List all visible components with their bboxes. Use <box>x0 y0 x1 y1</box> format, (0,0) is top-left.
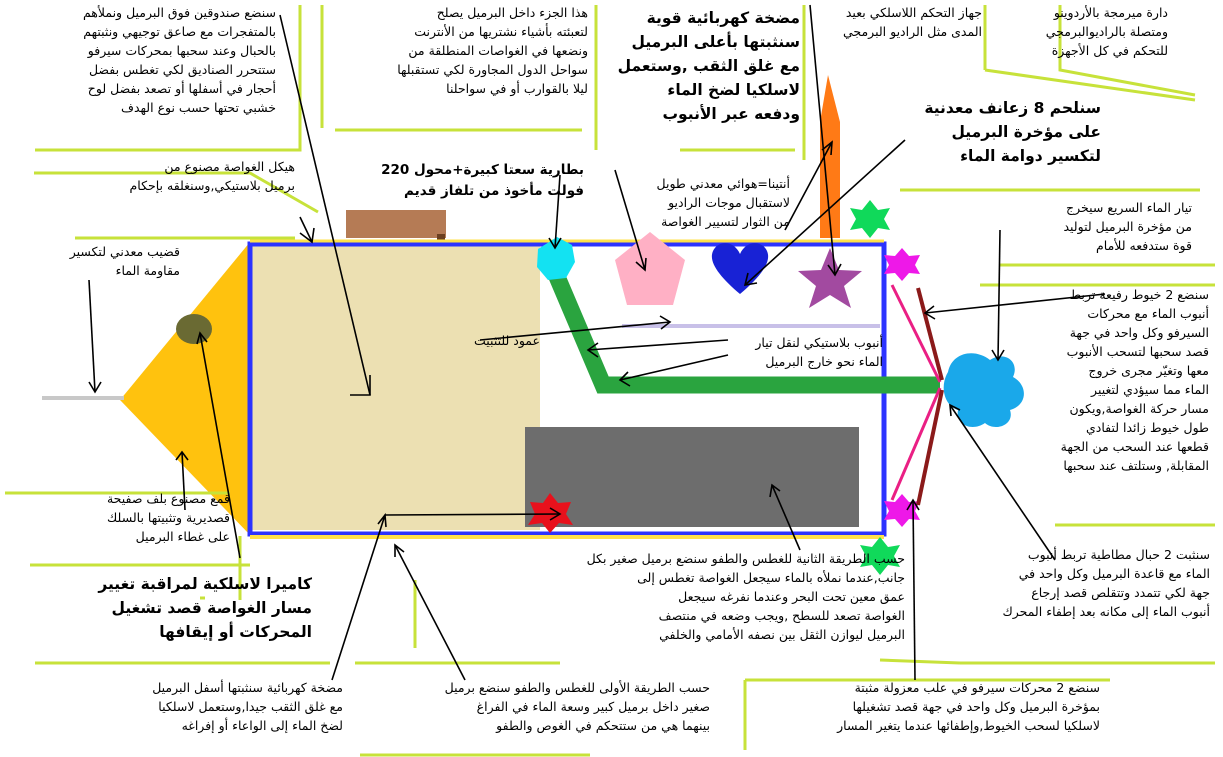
heart-icon <box>712 243 768 294</box>
label-fins: سنلحم 8 زعانف معدنية على مؤخرة البرميل لتكسير دوامة الماء <box>924 99 1101 165</box>
label-rod: قضيب معدني لتكسير مقاومة الماء <box>69 244 180 278</box>
tail-string-bottom <box>892 388 940 500</box>
label-method2: حسب الطريقة الثانية للغطس والطفو سنضع برميل صغير بكل جانب,عندما نملأه بالماء سيجعل الغواصة تغطس إلى عمق معين تحت البحر وعندما نفرغه سيجعل الغواصة تصعد للسطح ,ويجب وضعه في منتصف البرميل ليوازن الثقل بين نصفه الأمامي والخلفي <box>586 551 905 642</box>
label-remote: جهاز التحكم اللاسلكي بعيد المدى مثل الراديو البرمجي <box>843 5 982 39</box>
star-green-top <box>850 200 890 238</box>
label-ropes: سنثبت 2 حبال مطاطية تربط أنبوب الماء مع قاعدة البرميل وكل واحد في جهة لكي تتمدد وتتقلص قصد إرجاع أنبوب الماء إلى مكانه بعد إطفاء المحرك <box>1002 547 1210 619</box>
tail-rope-bottom <box>918 390 942 505</box>
label-top-pump: مضخة كهربائية قوية سنثبتها بأعلى البرميل مع غلق الثقب ,وستعمل لاسلكيا لضخ الماء ودفعه عبر الأنبوب <box>617 9 800 123</box>
star-magenta-bottom <box>884 494 920 527</box>
label-hull: هيكل الغواصة مصنوع من برميل بلاستيكي,وسنغلقه بإحكام <box>129 159 295 193</box>
label-pipe: أنبوب بلاستيكي لنقل تيار الماء نحو خارج البرميل <box>755 335 883 369</box>
label-camera: كاميرا لاسلكية لمراقبة تغيير مسار الغواصة قصد تشغيل المحركات أو إيقافها <box>98 575 312 641</box>
label-arduino: دارة ميرمجة بالأردوينو ومتصلة بالراديوالبرمجي للتحكم في كل الأجهزة <box>1045 5 1168 58</box>
label-funnel: قمع مصنوع بلف صفيحة قصديرية وتثبيتها بالسلك على غطاء البرميل <box>106 491 230 544</box>
propeller-jet <box>944 353 1024 427</box>
label-column: عمود للتثبيت <box>474 333 540 348</box>
label-strings: سنضع 2 خيوط رفيعة تربط أنبوب الماء مع محركات السيرفو وكل واحد في جهة قصد سحبها لتسحب الأنبوب معها وتغيّر مجرى خروج الماء مما سيؤدي لتغيير مسار حركة الغواصة,ويكون طول خيوط زائدا لتفادي قطعها عند السحب من الجهة المقابلة, وستلتف عند سحبها <box>1060 287 1209 473</box>
label-method1: حسب الطريقة الأولى للغطس والطفو سنضع برميل صغير داخل برميل كبير وسعة الماء في الفراغ بينهما هي من ستتحكم في الغوص والطفو <box>444 680 710 733</box>
tail-string-top <box>892 285 940 382</box>
star-magenta-top <box>884 248 920 281</box>
label-wood-boxes: سنضع صندوقين فوق البرميل ونملأهم بالمتفجرات مع صاعق توجيهي ونثبتهم بالحبال وعند سحبها بمحركات سيرفو ستتحرر الصناديق لكي تغطس بفضل أحجار في أسفلها أو تصعد بفضل لوح خشبي تحتها حسب نوع الهدف <box>82 5 276 115</box>
star-purple-icon <box>798 248 862 308</box>
label-jet: تيار الماء السريع سيخرج من مؤخرة البرميل لتوليد قوة ستدفعه للأمام <box>1063 200 1192 253</box>
label-battery: بطارية سعتا كبيرة+محول 220 فولت مأخوذ من تلفاز قديم <box>381 162 584 199</box>
camera-icon <box>176 314 212 344</box>
label-bottom-pump: مضخة كهربائية سنثبتها أسفل البرميل مع غلق الثقب جيدا,وستعمل لاسلكيا لضخ الماء إلى الواعاء أو إفراغه <box>152 680 343 733</box>
hull-cargo-area <box>250 245 540 530</box>
label-servos: سنضع 2 محركات سيرفو في علب معزولة مثبتة بمؤخرة البرميل وكل واحد في جهة قصد تشغيلها لاسلكيا لسحب الخيوط,وإطفائها عندما يتغير المسار <box>837 680 1100 733</box>
label-antenna: أنتينا=هوائي معدني طويل لاستقبال موجات الراديو من الثوار لتسيير الغواصة <box>656 176 790 229</box>
tail-rope-top <box>918 288 942 380</box>
battery-box <box>346 210 446 238</box>
ballast-weight <box>525 427 859 527</box>
label-inner-part: هذا الجزء داخل البرميل يصلح لتعبئته بأشياء نشتريها من الأنترنت ونضعها في الغواصات المنطلقة من سواحل الدول المجاورة لكي تستقبلها ليلا بالقوارب أو في سواحلنا <box>397 5 588 96</box>
